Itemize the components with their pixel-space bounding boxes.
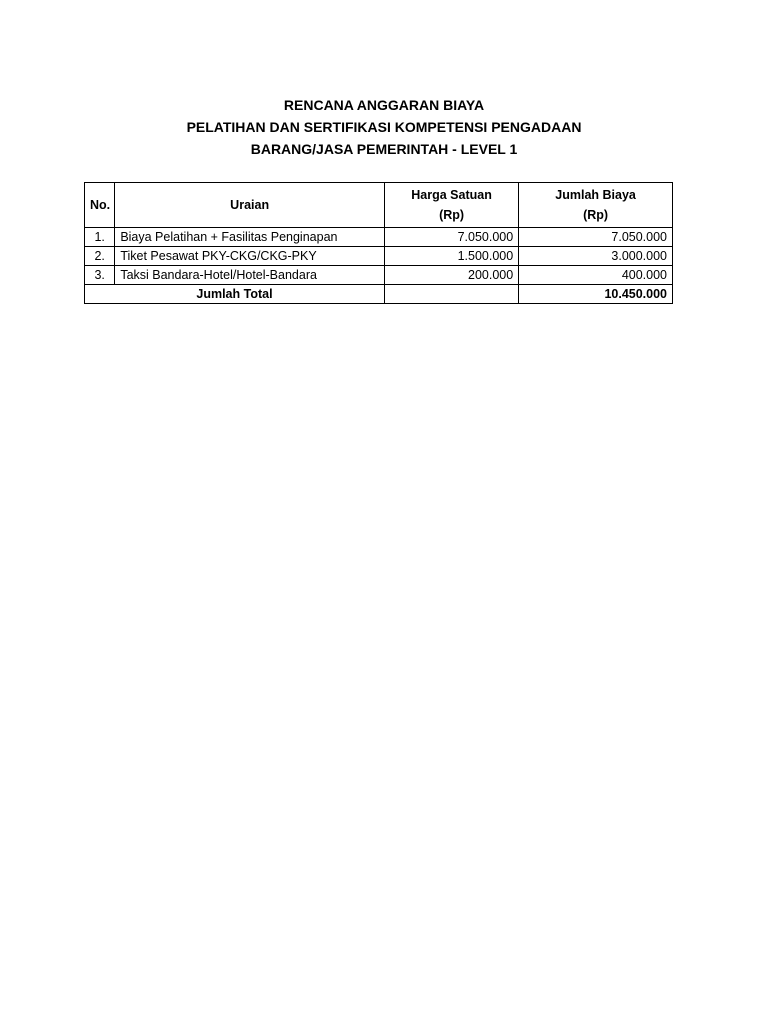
header-jumlah-unit: (Rp) — [583, 208, 609, 222]
row-harga: 7.050.000 — [384, 228, 518, 247]
header-no: No. — [85, 183, 115, 228]
header-harga-satuan — [384, 183, 518, 228]
total-value: 10.450.000 — [519, 285, 673, 304]
table-header-row — [85, 183, 673, 228]
row-no: 3. — [85, 266, 115, 285]
row-harga: 1.500.000 — [384, 247, 518, 266]
total-harga-empty — [384, 285, 518, 304]
table-row — [85, 228, 673, 247]
header-uraian: Uraian — [115, 183, 385, 228]
row-jumlah: 400.000 — [519, 266, 673, 285]
budget-table — [84, 182, 673, 304]
row-no: 1. — [85, 228, 115, 247]
header-jumlah-label: Jumlah Biaya — [555, 188, 636, 202]
title-line-1: RENCANA ANGGARAN BIAYA — [283, 97, 485, 113]
row-uraian: Taksi Bandara-Hotel/Hotel-Bandara — [115, 266, 385, 285]
header-jumlah-biaya — [519, 183, 673, 228]
row-jumlah: 3.000.000 — [519, 247, 673, 266]
row-no: 2. — [85, 247, 115, 266]
total-label: Jumlah Total — [85, 285, 385, 304]
row-uraian: Biaya Pelatihan + Fasilitas Penginapan — [115, 228, 385, 247]
header-harga-label: Harga Satuan — [411, 188, 492, 202]
header-harga-unit: (Rp) — [439, 208, 465, 222]
row-jumlah: 7.050.000 — [519, 228, 673, 247]
title-line-3: BARANG/JASA PEMERINTAH - LEVEL 1 — [250, 141, 518, 157]
table-row — [85, 266, 673, 285]
total-row — [85, 285, 673, 304]
table-row — [85, 247, 673, 266]
title-line-2: PELATIHAN DAN SERTIFIKASI KOMPETENSI PENGADAAN — [186, 119, 582, 135]
row-uraian: Tiket Pesawat PKY-CKG/CKG-PKY — [115, 247, 385, 266]
row-harga: 200.000 — [384, 266, 518, 285]
document-title — [0, 94, 768, 160]
